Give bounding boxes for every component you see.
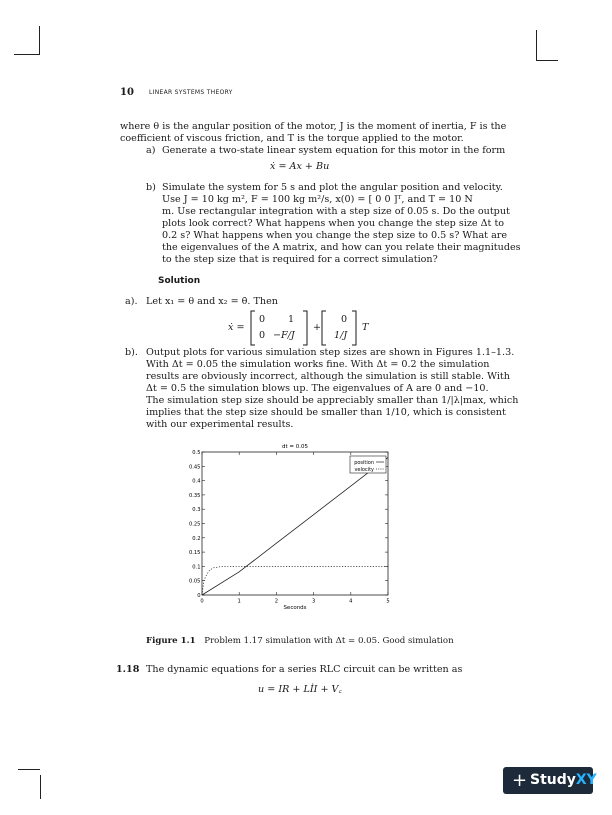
matrix-equation xyxy=(228,310,388,346)
y-tick-label: 0.25 xyxy=(188,521,201,528)
figure-chart xyxy=(186,440,406,630)
solution-a-label: a). xyxy=(125,296,138,307)
matrix-b-1: 0 xyxy=(341,314,348,325)
studyxy-logo-text xyxy=(530,772,597,788)
part-a-label: a) xyxy=(146,145,156,156)
solution-b-line: With Δt = 0.05 the simulation works fine. With Δt = 0.2 the simulation xyxy=(146,359,490,370)
figure-label: Figure 1.1 xyxy=(146,636,196,646)
part-b-line: to the step size that is required for a correct simulation? xyxy=(162,254,438,265)
matrix-a-22: −F/J xyxy=(273,330,295,341)
x-tick-label: 4 xyxy=(349,598,353,605)
matrix-eq-lhs: ẋ = xyxy=(228,322,245,333)
solution-b-line: Δt = 0.5 the simulation blows up. The eigenvalues of A are 0 and −10. xyxy=(146,383,489,394)
studyxy-logo-main: Study xyxy=(530,772,576,788)
solution-b-line: with our experimental results. xyxy=(146,419,294,430)
matrix-a-12: 1 xyxy=(288,314,295,325)
figure-caption xyxy=(146,636,454,646)
part-b-line: plots look correct? What happens when you change the step size Δt to xyxy=(162,218,505,229)
solution-b-line: results are obviously incorrect, although the simulation is still stable. With xyxy=(146,371,510,382)
y-tick-label: 0.15 xyxy=(188,550,201,557)
legend-entry-label: position xyxy=(354,459,374,466)
rlc-equation: u = IR + LİI + V꜀ xyxy=(258,684,342,695)
figure-caption-text: Problem 1.17 simulation with Δt = 0.05. Good simulation xyxy=(204,636,454,646)
y-tick-label: 0.05 xyxy=(188,578,201,585)
matrix-b-2: 1/J xyxy=(334,330,348,341)
studyxy-logo-accent: XY xyxy=(575,772,597,788)
matrix-a-21: 0 xyxy=(259,330,266,341)
crop-mark xyxy=(536,30,537,60)
chart-title: dt = 0.05 xyxy=(282,444,308,450)
solution-a-text: Let x₁ = θ and x₂ = θ̇. Then xyxy=(146,296,278,307)
y-tick-label: 0.5 xyxy=(192,450,201,456)
x-tick-label: 0 xyxy=(200,598,204,605)
y-tick-label: 0.4 xyxy=(192,478,201,485)
solution-b-line: implies that the step size should be smaller than 1/10, which is consistent xyxy=(146,407,506,418)
series-line-position xyxy=(202,457,388,595)
crop-mark xyxy=(40,775,41,799)
x-tick-label: 2 xyxy=(274,598,279,605)
y-tick-label: 0.1 xyxy=(192,564,201,571)
running-title: LINEAR SYSTEMS THEORY xyxy=(149,89,233,96)
x-tick-label: 1 xyxy=(237,598,241,605)
crop-mark xyxy=(18,769,40,770)
plus-icon: + xyxy=(512,770,528,791)
matrix-a-11: 0 xyxy=(259,314,266,325)
part-b-line: the eigenvalues of the A matrix, and how can you relate their magnitudes xyxy=(162,242,521,253)
solution-heading: Solution xyxy=(158,276,201,286)
part-b-line: Use J = 10 kg m², F = 100 kg m²/s, x(0) = [ 0 0 ]ᵀ, and T = 10 N xyxy=(162,194,473,205)
chart-svg xyxy=(186,440,406,630)
crop-mark xyxy=(39,26,40,54)
part-b-line: 0.2 s? What happens when you change the step size to 0.5 s? What are xyxy=(162,230,508,241)
state-equation: ẋ = Ax + Bu xyxy=(270,161,330,172)
x-axis-label: Seconds xyxy=(283,605,307,611)
y-tick-label: 0.35 xyxy=(188,492,201,499)
plot-frame xyxy=(202,452,388,595)
solution-b-line: The simulation step size should be appreciably smaller than 1/|λ|max, which xyxy=(146,395,519,406)
y-tick-label: 0 xyxy=(197,593,201,599)
series-line-velocity xyxy=(202,566,388,595)
matrix-plus: + xyxy=(313,322,322,333)
part-b-line: Simulate the system for 5 s and plot the angular position and velocity. xyxy=(162,182,503,193)
part-b-line: m. Use rectangular integration with a step size of 0.05 s. Do the output xyxy=(162,206,510,217)
x-tick-label: 3 xyxy=(311,598,316,605)
intro-line: where θ is the angular position of the motor, J is the moment of inertia, F is the xyxy=(120,121,507,132)
intro-line: coefficient of viscous friction, and T is the torque applied to the motor. xyxy=(120,133,464,144)
legend-entry-label: velocity xyxy=(354,466,374,473)
y-tick-label: 0.3 xyxy=(192,507,201,514)
page-number: 10 xyxy=(120,87,134,98)
matrix-input: T xyxy=(362,322,369,333)
crop-mark xyxy=(14,54,40,55)
solution-b-label: b). xyxy=(125,347,138,358)
part-b-label: b) xyxy=(146,182,156,193)
problem-number: 1.18 xyxy=(116,664,140,675)
problem-text: The dynamic equations for a series RLC circuit can be written as xyxy=(146,664,463,675)
y-tick-label: 0.2 xyxy=(192,535,201,542)
part-a-text: Generate a two-state linear system equation for this motor in the form xyxy=(162,145,506,156)
x-tick-label: 5 xyxy=(386,598,390,605)
studyxy-badge[interactable] xyxy=(503,767,597,794)
solution-b-line: Output plots for various simulation step sizes are shown in Figures 1.1–1.3. xyxy=(146,347,515,358)
crop-mark xyxy=(536,60,558,61)
y-tick-label: 0.45 xyxy=(188,464,201,471)
